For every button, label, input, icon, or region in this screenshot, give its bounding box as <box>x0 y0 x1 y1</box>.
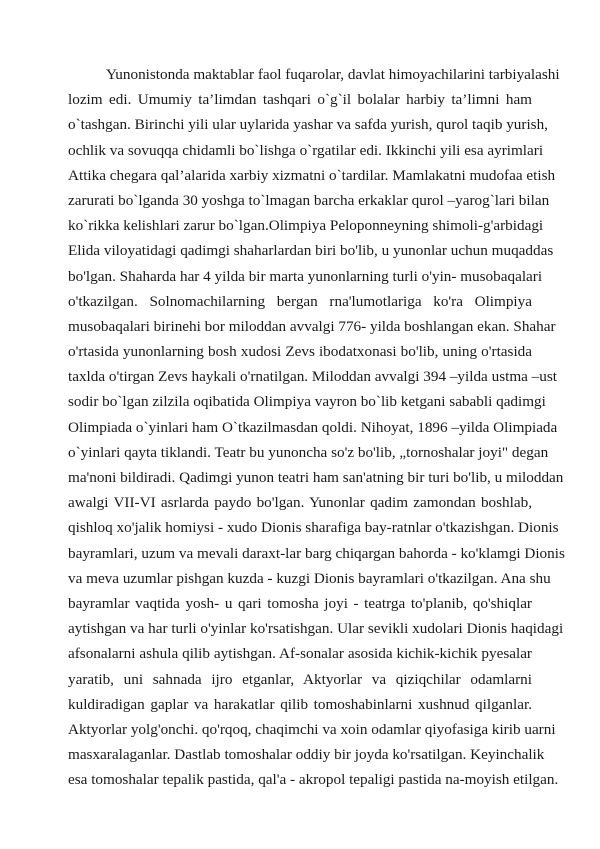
text-line: bayramlari, uzum va mevali daraxt-lar barg chiqargan bahorda - ko'klamgi Dionis <box>68 544 565 562</box>
text-line: bayramlar vaqtida yosh- u qari tomosha joyi - teatrga to'planib, qo'shiqlar <box>68 594 532 612</box>
document-page <box>68 62 565 792</box>
text-line: taxlda o'tirgan Zevs haykali o'rnatilgan. Miloddan avvalgi 394 –yilda ustma –ust <box>68 368 557 386</box>
text-line: yaratib, uni sahnada ijro etganlar, Aktyorlar va qiziqchilar odamlarni <box>68 670 532 688</box>
text-line: o'rtasida yunonlarning bosh xudosi Zevs ibodatxonasi bo'lib, uning o'rtasida <box>68 343 532 361</box>
text-line: o'tkazilgan. Solnomachilarning bergan rna'lumotlariga ko'ra Olimpiya <box>68 292 532 310</box>
text-line: afsonalarni ashula qilib aytishgan. Af-sonalar asosida kichik-kichik pyesalar <box>68 645 532 663</box>
text-line: ochlik va sovuqqa chidamli bo`lishga o`rgatilar edi. Ikkinchi yili esa ayrimlari <box>68 141 544 159</box>
text-line: esa tomoshalar tepalik pastida, qal'a - akropol tepaligi pastida na-moyish etilgan. <box>68 771 559 789</box>
text-line: lozim edi. Umumiy ta’limdan tashqari o`g`il bolalar harbiy ta’limni ham <box>68 91 532 109</box>
text-line: bo'lgan. Shaharda har 4 yilda bir marta yunonlarning turli o'yin- musobaqalari <box>68 267 543 285</box>
text-line: Olimpiada o`yinlari ham O`tkazilmasdan qoldi. Nihoyat, 1896 –yilda Olimpiada <box>68 418 558 436</box>
text-line: zarurati bo`lganda 30 yoshga to`lmagan barcha erkaklar qurol –yarog`lari bilan <box>68 191 550 209</box>
text-line: va meva uzumlar pishgan kuzda - kuzgi Dionis bayramlari o'tkazilgan. Ana shu <box>68 569 551 587</box>
text-line: musobaqalari birinehi bor miloddan avvalgi 776- yilda boshlangan ekan. Shahar <box>68 317 556 335</box>
text-line: Aktyorlar yolg'onchi. qo'rqoq, chaqimchi va xoin odamlar qiyofasiga kirib uarni <box>68 720 556 738</box>
text-line: qishloq xo'jalik homiysi - xudo Dionis sharafiga bay-ratnlar o'tkazishgan. Dionis <box>68 519 559 537</box>
text-line: ko`rikka kelishlari zarur bo`lgan.Olimpiya Peloponneyning shimoli-g'arbidagi <box>68 217 544 235</box>
text-line: Attika chegara qal’alarida xarbiy xizmatni o`tardilar. Mamlakatni mudofaa etish <box>68 166 556 184</box>
text-line: awalgi VII-VI asrlarda paydo bo'lgan. Yunonlar qadim zamondan boshlab, <box>68 494 532 512</box>
text-line: Yunonistonda maktablar faol fuqarolar, davlat himoyachilarini tarbiyalashi <box>106 66 560 83</box>
text-line: masxaralaganlar. Dastlab tomoshalar oddiy bir joyda ko'rsatilgan. Keyinchalik <box>68 746 545 764</box>
text-line: o`yinlari qayta tiklandi. Teatr bu yunoncha so'z bo'lib, „tornoshalar joyi" degan <box>68 443 549 461</box>
text-line: kuldiradigan gaplar va harakatlar qilib tomoshabinlarni xushnud qilganlar. <box>68 695 532 713</box>
text-line: o`tashgan. Birinchi yili ular uylarida yashar va safda yurish, qurol taqib yurish, <box>68 116 548 134</box>
text-line: sodir bo`lgan zilzila oqibatida Olimpiya vayron bo`lib ketgani sababli qadimgi <box>68 393 546 411</box>
text-line: ma'noni bildiradi. Qadimgi yunon teatri ham san'atning bir turi bo'lib, u miloddan <box>68 469 564 486</box>
text-line: Elida viloyatidagi qadimgi shaharlardan biri bo'lib, u yunonlar uchun muqaddas <box>68 242 554 260</box>
text-line: aytishgan va har turli o'yinlar ko'rsatishgan. Ular sevikli xudolari Dionis haqidagi <box>68 620 564 638</box>
